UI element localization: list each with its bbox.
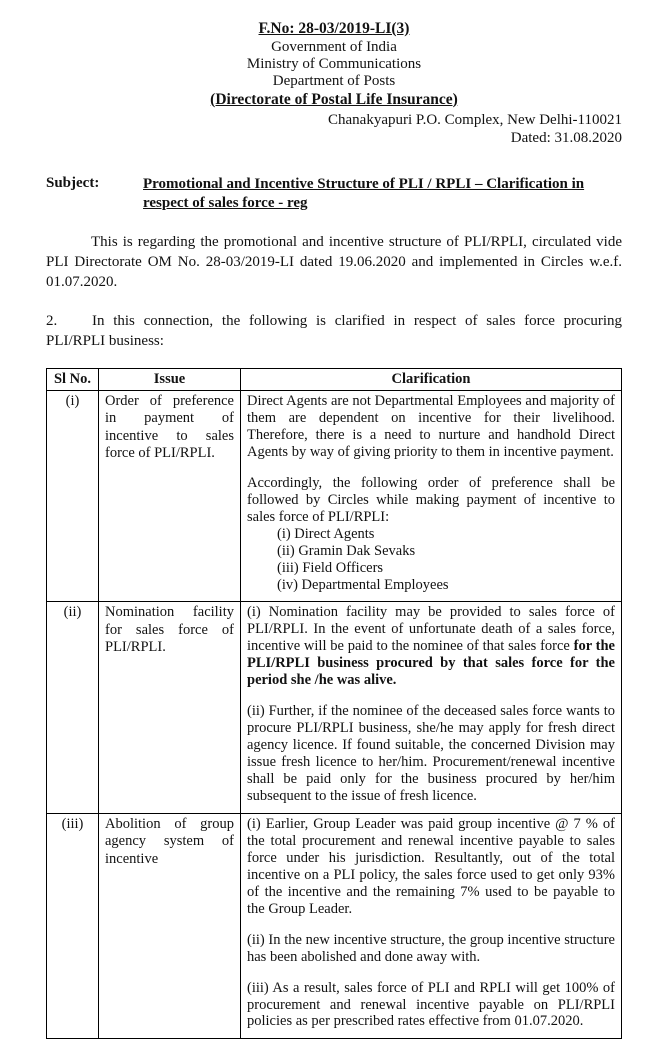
issue-cell: Nomination facility for sales force of PLI/RPLI. [99, 602, 241, 813]
sl-no-cell: (ii) [47, 602, 99, 813]
subject-row [46, 175, 622, 213]
sl-no-cell: (iii) [47, 813, 99, 1038]
text-segment: (i) Nomination facility may be provided to sales force of PLI/RPLI. In the event of unfortunate death of a sales force, incentive will be paid to the nominee of that sales force [247, 604, 615, 655]
clarification-paragraph: (i) Earlier, Group Leader was paid group incentive @ 7 % of the total procurement and renewal incentive payable to sales force under his jurisdiction. Resultantly, out of the total incentive on a PLI policy, the sales force used to get only 93% of the incentive and the remaining 7% used to be payable to the Group Leader. [247, 815, 615, 917]
directorate-line: (Directorate of Postal Life Insurance) [210, 90, 458, 108]
preference-list-item: (ii) Gramin Dak Sevaks [277, 542, 416, 559]
table-row [47, 390, 622, 601]
clarification-paragraph: Accordingly, the following order of preference shall be followed by Circles while making payment of incentive to sales force of PLI/RPLI: (i) Direct Agents (ii) Gramin Dak Sevaks (iii) Field Officers (iv) Departmental Employees [247, 474, 615, 593]
paragraph-text: In this connection, the following is clarified in respect of sales force procuring PLI/RPLI business: [46, 313, 622, 350]
issue-cell: Abolition of group agency system of incentive [99, 813, 241, 1038]
table-row [47, 813, 622, 1038]
clarification-cell [241, 813, 622, 1038]
document-date: Dated: 31.08.2020 [510, 129, 622, 146]
clarification-paragraph: (iii) As a result, sales force of PLI and RPLI will get 100% of procurement and renewal incentive payable on PLI/RPLI policies as per prescribed rates effective from 01.07.2020. [247, 979, 615, 1030]
column-header-clarification: Clarification [241, 368, 622, 390]
bold-text-segment: for the PLI/RPLI business procured by that sales force for the period she /he was alive. [247, 638, 615, 689]
file-number: F.No: 28-03/2019-LI(3) [258, 20, 410, 37]
clarification-paragraph: Direct Agents are not Departmental Employees and majority of them are dependent on incentive for their livelihood. Therefore, there is a need to nurture and handhold Direct Agents by way of giving priority to them in incentive payment. [247, 392, 615, 460]
numbered-paragraph [46, 312, 622, 352]
clarification-cell [241, 390, 622, 601]
clarification-cell [241, 602, 622, 813]
subject-text: Promotional and Incentive Structure of PLI / RPLI – Clarification in respect of sales force - reg [143, 176, 585, 212]
column-header-issue: Issue [99, 368, 241, 390]
clarification-paragraph: (ii) In the new incentive structure, the group incentive structure has been abolished and done away with. [247, 931, 615, 965]
preference-list-item: (iv) Departmental Employees [277, 576, 449, 593]
sl-no-cell: (i) [47, 390, 99, 601]
document-header [46, 20, 622, 108]
office-address: Chanakyapuri P.O. Complex, New Delhi-110021 [328, 112, 622, 129]
subject-label: Subject: [46, 175, 100, 192]
clarification-table-body [47, 390, 622, 1038]
intro-paragraph: This is regarding the promotional and incentive structure of PLI/RPLI, circulated vide PLI Directorate OM No. 28-03/2019-LI dated 19.06.2020 and implemented in Circles w.e.f. 01.07.2020. [46, 233, 622, 290]
org-line-department: Department of Posts [272, 72, 396, 89]
table-row [47, 602, 622, 813]
issue-cell: Order of preference in payment of incentive to sales force of PLI/RPLI. [99, 390, 241, 601]
paragraph-number: 2. [46, 313, 58, 330]
preference-list-item: (iii) Field Officers [277, 559, 384, 576]
org-line-ministry: Ministry of Communications [246, 56, 422, 73]
table-header-row [47, 368, 622, 390]
clarification-table [46, 368, 622, 1039]
address-block [46, 112, 622, 147]
clarification-paragraph: (ii) Further, if the nominee of the deceased sales force wants to procure PLI/RPLI business, she/he may apply for fresh direct agency licence. If found suitable, the concerned Division may issue fresh licence to her/him. Procurement/renewal incentive shall be paid only for the business procured by her/him subsequent to the issue of fresh licence. [247, 703, 615, 804]
preference-list-item: (i) Direct Agents [277, 525, 375, 542]
column-header-slno: Sl No. [47, 368, 99, 390]
clarification-paragraph [247, 604, 615, 689]
org-line-government: Government of India [271, 39, 397, 56]
